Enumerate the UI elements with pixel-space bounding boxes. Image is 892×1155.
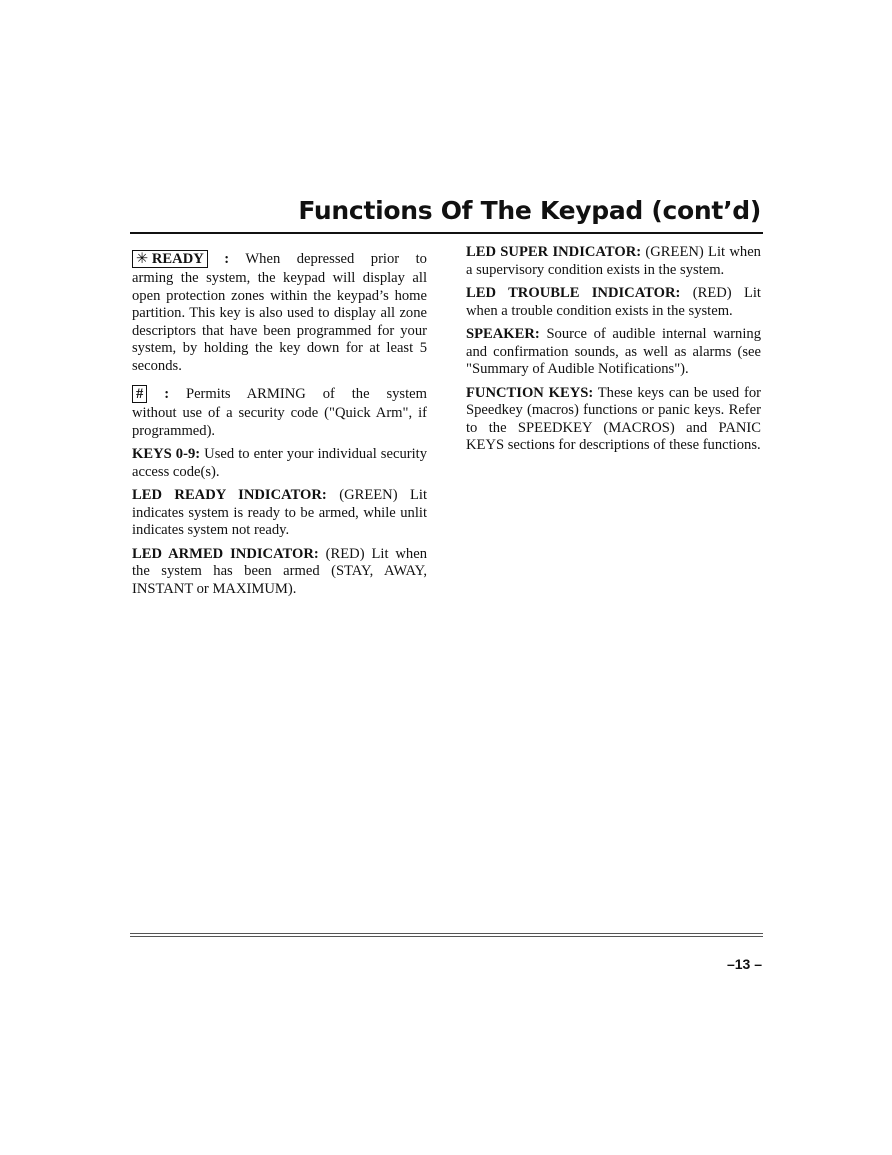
led-ready-entry: [132, 487, 427, 540]
keys-0-9-term: KEYS 0-9:: [132, 446, 201, 462]
function-keys-description: These keys can be used for Speedkey (macros) functions or panic keys. Refer to the SPEEDKEY (MACROS) and PANIC KEYS sections for descriptions of these functions.: [466, 384, 761, 453]
page-title: Functions Of The Keypad (cont’d): [298, 196, 761, 225]
led-trouble-entry: [466, 285, 761, 320]
footer-divider-bottom: [130, 936, 763, 937]
led-ready-description: (GREEN) Lit indicates system is ready to be armed, while unlit indicates system not ready.: [132, 487, 427, 538]
pound-key-lead: Permits ARMING of the system: [185, 386, 427, 402]
led-trouble-description: (RED) Lit when a trouble condition exists in the system.: [466, 285, 761, 319]
ready-key-box: [132, 250, 208, 268]
page-number: –13 –: [726, 956, 762, 972]
ready-key-entry: [132, 248, 427, 375]
led-armed-description: (RED) Lit when the system has been armed (STAY, AWAY, INSTANT or MAXIMUM).: [132, 545, 427, 597]
function-keys-term: FUNCTION KEYS:: [466, 384, 594, 401]
title-divider: [130, 232, 763, 234]
right-column: [466, 244, 761, 461]
speaker-description: Source of audible internal warning and confirmation sounds, as well as alarms (see "Summary of Audible Notifications").: [466, 326, 761, 377]
keys-0-9-description: Used to enter your individual security access code(s).: [132, 446, 428, 480]
led-super-entry: [466, 244, 761, 279]
speaker-term: SPEAKER:: [466, 326, 540, 342]
led-super-description: (GREEN) Lit when a supervisory condition exists in the system.: [466, 244, 761, 278]
led-armed-term: LED ARMED INDICATOR:: [132, 545, 319, 562]
pound-key-entry: [132, 383, 427, 440]
led-ready-term: LED READY INDICATOR:: [132, 487, 327, 503]
keys-0-9-entry: [132, 446, 427, 481]
pound-key-description: without use of a security code ("Quick Arm", if programmed).: [132, 405, 427, 439]
led-super-term: LED SUPER INDICATOR:: [466, 244, 642, 260]
led-armed-entry: [132, 546, 427, 599]
function-keys-entry: [466, 385, 761, 455]
ready-key-lead-line: [132, 248, 427, 270]
speaker-entry: [466, 326, 761, 379]
left-column: [132, 248, 427, 604]
ready-key-label: READY: [151, 251, 204, 267]
pound-key-box: #: [132, 385, 147, 403]
star-icon: ✳: [136, 251, 149, 267]
ready-key-lead: When depressed prior to: [245, 251, 427, 267]
pound-key-separator: :: [164, 386, 170, 402]
led-trouble-term: LED TROUBLE INDICATOR:: [466, 285, 681, 301]
ready-key-description: arming the system, the keypad will display all open protection zones within the keypad’s home partition. This key is also used to display all zone descriptors that have been programmed for your system, by holding the key down for at least 5 seconds.: [132, 270, 427, 374]
footer-divider-top: [130, 933, 763, 934]
ready-key-separator: :: [224, 251, 230, 267]
pound-key-lead-line: [132, 383, 427, 405]
